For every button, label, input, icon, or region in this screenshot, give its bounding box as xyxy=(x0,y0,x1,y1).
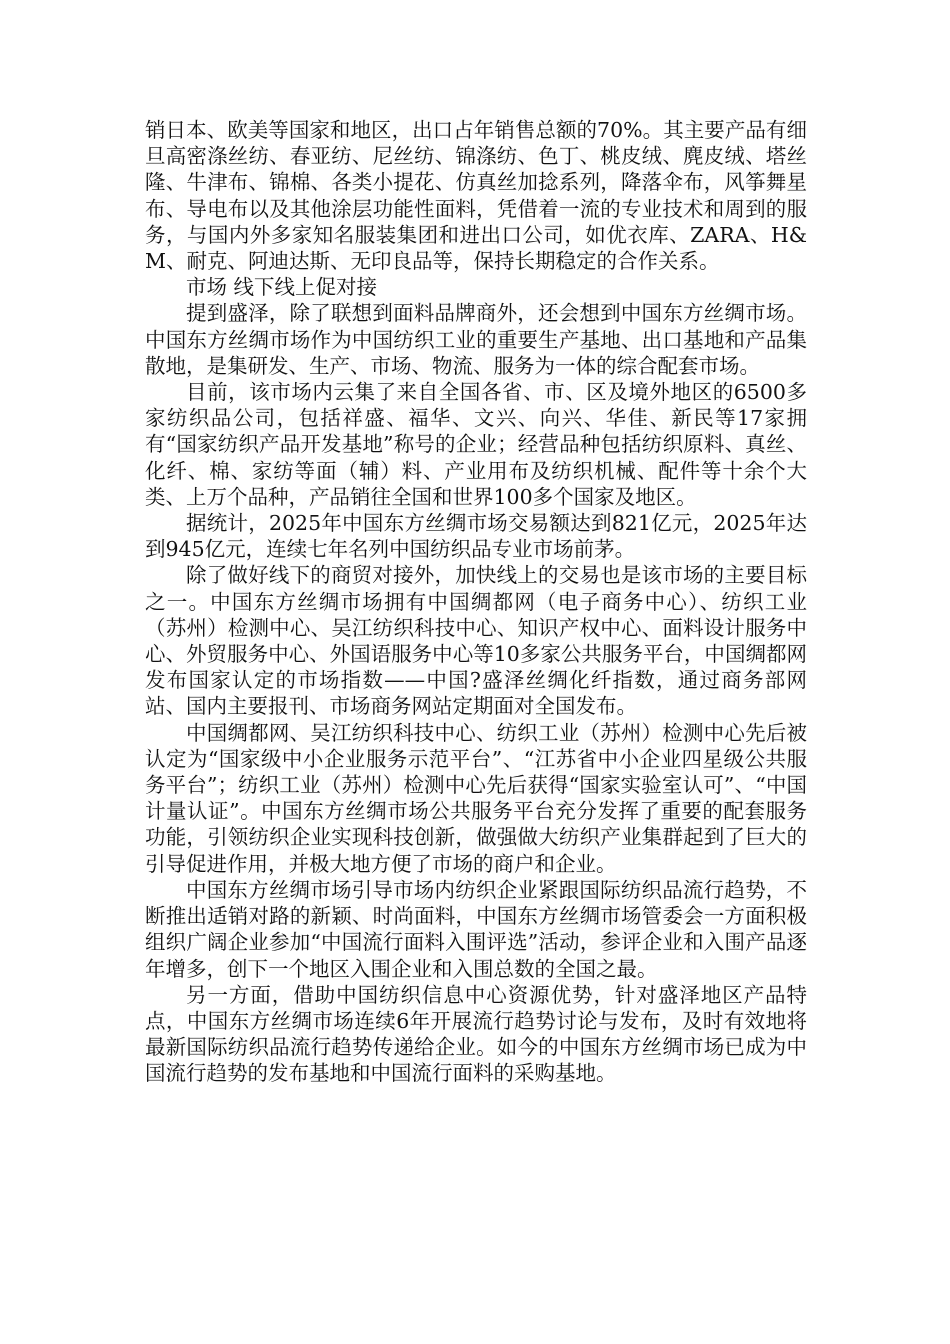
paragraph-online-trade: 除了做好线下的商贸对接外，加快线上的交易也是该市场的主要目标之一。中国东方丝绸市场拥有中国绸都网（电子商务中心）、纺织工业（苏州）检测中心、吴江纺织科技中心、知识产权中心、面料设计服务中心、外贸服务中心、外国语服务中心等10多家公共服务平台，中国绸都网发布国家认定的市场指数——中国?盛泽丝绸化纤指数，通过商务部网站、国内主要报刊、市场商务网站定期面对全国发布。 xyxy=(145,563,807,719)
paragraph-market-statistics: 据统计，2025年中国东方丝绸市场交易额达到821亿元，2025年达到945亿元，连续七年名列中国纺织品专业市场前茅。 xyxy=(145,511,807,562)
paragraph-market-companies: 目前，该市场内云集了来自全国各省、市、区及境外地区的6500多家纺织品公司，包括祥盛、福华、文兴、向兴、华佳、新民等17家拥有“国家纺织产品开发基地”称号的企业；经营品种包括纺织原料、真丝、化纤、棉、家纺等面（辅）料、产业用布及纺织机械、配件等十余个大类、上万个品种，产品销往全国和世界100多个国家及地区。 xyxy=(145,380,807,509)
paragraph-export-products: 销日本、欧美等国家和地区，出口占年销售总额的70%。其主要产品有细旦高密涤丝纺、春亚纺、尼丝纺、锦涤纺、色丁、桃皮绒、麂皮绒、塔丝隆、牛津布、锦棉、各类小提花、仿真丝加捻系列，降落伞布，风筝舞星布、导电布以及其他涂层功能性面料，凭借着一流的专业技术和周到的服务，与国内外多家知名服装集团和进出口公司，如优衣库、ZARA、H&M、耐克、阿迪达斯、无印良品等，保持长期稳定的合作关系。 xyxy=(145,118,807,274)
paragraph-market-intro: 提到盛泽，除了联想到面料品牌商外，还会想到中国东方丝绸市场。中国东方丝绸市场作为中国纺织工业的重要生产基地、出口基地和产品集散地，是集研发、生产、市场、物流、服务为一体的综合配套市场。 xyxy=(145,301,807,378)
document-page xyxy=(145,117,807,1087)
paragraph-trend-release: 另一方面，借助中国纺织信息中心资源优势，针对盛泽地区产品特点，中国东方丝绸市场连续6年开展流行趋势讨论与发布，及时有效地将最新国际纺织品流行趋势传递给企业。如今的中国东方丝绸市场已成为中国流行趋势的发布基地和中国流行面料的采购基地。 xyxy=(145,982,807,1086)
section-heading-market: 市场 线下线上促对接 xyxy=(186,275,378,300)
paragraph-service-platforms: 中国绸都网、吴江纺织科技中心、纺织工业（苏州）检测中心先后被认定为“国家级中小企业服务示范平台”、“江苏省中小企业四星级公共服务平台”；纺织工业（苏州）检测中心先后获得“国家实验室认可”、“中国计量认证”。中国东方丝绸市场公共服务平台充分发挥了重要的配套服务功能，引领纺织企业实现科技创新，做强做大纺织产业集群起到了巨大的引导促进作用，并极大地方便了市场的商户和企业。 xyxy=(145,720,807,876)
paragraph-fashion-trends: 中国东方丝绸市场引导市场内纺织企业紧跟国际纺织品流行趋势，不断推出适销对路的新颖、时尚面料，中国东方丝绸市场管委会一方面积极组织广阔企业参加“中国流行面料入围评选”活动，参评企业和入围产品逐年增多，创下一个地区入围企业和入围总数的全国之最。 xyxy=(145,877,807,981)
